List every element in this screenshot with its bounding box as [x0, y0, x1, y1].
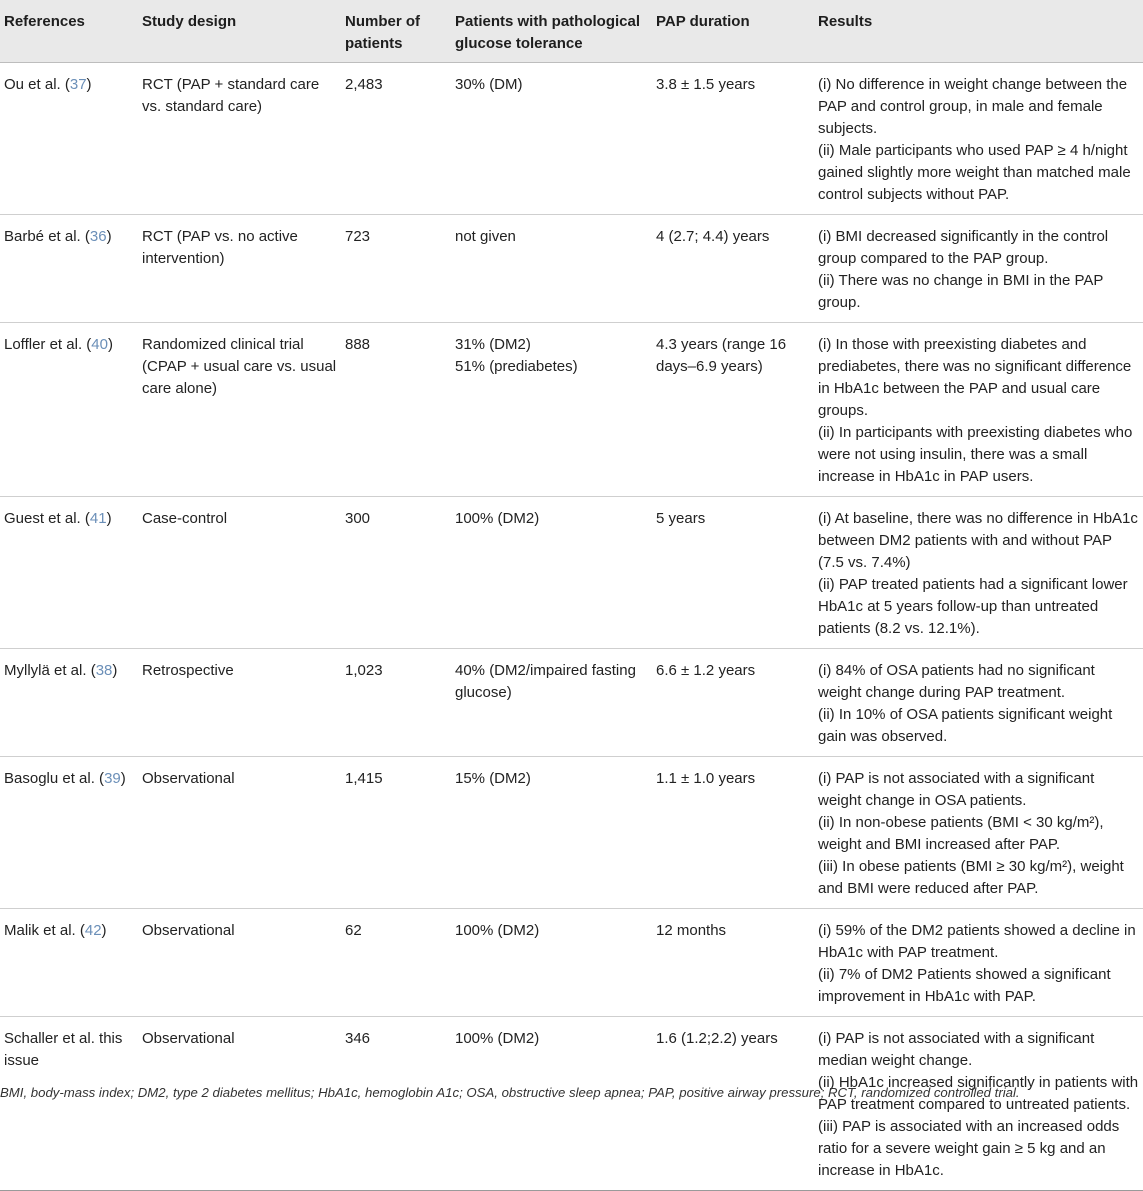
result-item: (ii) Male participants who used PAP ≥ 4 h/night gained slightly more weight than matched male control subjects without PAP.: [818, 142, 1131, 203]
cell-pap-duration: 1.6 (1.2;2.2) years: [652, 1017, 814, 1191]
table-footnote: BMI, body-mass index; DM2, type 2 diabetes mellitus; HbA1c, hemoglobin A1c; OSA, obstructive sleep apnea; PAP, positive airway pressure; RCT, randomized controlled trial.: [0, 1085, 1020, 1100]
cell-study-design: RCT (PAP vs. no active intervention): [138, 215, 341, 323]
reference-author: Myllylä et al. (: [4, 662, 96, 679]
header-glucose-tolerance: Patients with pathological glucose tolerance: [451, 0, 652, 63]
cell-study-design: Case-control: [138, 497, 341, 649]
cell-results: [814, 649, 1143, 757]
cell-pap-duration: 6.6 ± 1.2 years: [652, 649, 814, 757]
reference-close-paren: ): [120, 770, 126, 787]
header-row: [0, 0, 1143, 63]
cell-number-of-patients: 346: [341, 1017, 451, 1191]
cell-pap-duration: 4 (2.7; 4.4) years: [652, 215, 814, 323]
cell-glucose-tolerance: 30% (DM): [451, 63, 652, 215]
table-row: [0, 323, 1143, 497]
cell-results: [814, 909, 1143, 1017]
cell-number-of-patients: 300: [341, 497, 451, 649]
cell-glucose-tolerance: 31% (DM2) 51% (prediabetes): [451, 323, 652, 497]
cell-study-design: Observational: [138, 1017, 341, 1191]
result-item: (ii) In 10% of OSA patients significant weight gain was observed.: [818, 706, 1113, 745]
reference-close-paren: ): [106, 510, 112, 527]
table-row: [0, 1017, 1143, 1191]
result-item: (i) 59% of the DM2 patients showed a decline in HbA1c with PAP treatment.: [818, 922, 1136, 961]
cell-reference: [0, 497, 138, 649]
reference-link[interactable]: 41: [89, 510, 107, 527]
reference-close-paren: ): [101, 922, 107, 939]
cell-reference: [0, 1017, 138, 1191]
cell-results: [814, 63, 1143, 215]
cell-study-design: RCT (PAP + standard care vs. standard care): [138, 63, 341, 215]
reference-link[interactable]: 40: [91, 336, 108, 353]
cell-glucose-tolerance: 15% (DM2): [451, 757, 652, 909]
table-row: [0, 63, 1143, 215]
cell-reference: [0, 63, 138, 215]
header-number-of-patients: Number of patients: [341, 0, 451, 63]
cell-glucose-tolerance: 100% (DM2): [451, 1017, 652, 1191]
reference-link[interactable]: 37: [69, 76, 87, 93]
header-results: Results: [814, 0, 1143, 63]
reference-link[interactable]: 39: [104, 770, 121, 787]
result-item: (i) In those with preexisting diabetes and prediabetes, there was no significant difference in HbA1c between the PAP and usual care groups.: [818, 336, 1132, 419]
cell-glucose-tolerance: not given: [451, 215, 652, 323]
cell-reference: [0, 215, 138, 323]
result-item: (i) PAP is not associated with a significant weight change in OSA patients.: [818, 770, 1095, 809]
cell-reference: [0, 649, 138, 757]
reference-author: Loffler et al. (: [4, 336, 92, 353]
header-references: References: [0, 0, 138, 63]
cell-results: [814, 215, 1143, 323]
reference-close-paren: ): [107, 336, 113, 353]
result-item: (iii) PAP is associated with an increased odds ratio for a severe weight gain ≥ 5 kg and an increase in HbA1c.: [818, 1118, 1120, 1179]
reference-close-paren: ): [106, 228, 112, 245]
result-item: (i) BMI decreased significantly in the control group compared to the PAP group.: [818, 228, 1109, 267]
cell-glucose-tolerance: 40% (DM2/impaired fasting glucose): [451, 649, 652, 757]
header-pap-duration: PAP duration: [652, 0, 814, 63]
cell-number-of-patients: 1,415: [341, 757, 451, 909]
result-item: (iii) In obese patients (BMI ≥ 30 kg/m²), weight and BMI were reduced after PAP.: [818, 858, 1124, 897]
table-row: [0, 215, 1143, 323]
result-item: (ii) In non-obese patients (BMI < 30 kg/m²), weight and BMI increased after PAP.: [818, 814, 1104, 853]
result-item: (ii) 7% of DM2 Patients showed a significant improvement in HbA1c with PAP.: [818, 966, 1111, 1005]
reference-author: Schaller et al. this issue: [4, 1030, 123, 1069]
reference-author: Barbé et al. (: [4, 228, 90, 245]
table-row: [0, 649, 1143, 757]
cell-number-of-patients: 723: [341, 215, 451, 323]
table-body: [0, 63, 1143, 1191]
reference-author: Guest et al. (: [4, 510, 90, 527]
table-header: [0, 0, 1143, 63]
reference-close-paren: ): [86, 76, 92, 93]
result-item: (ii) There was no change in BMI in the PAP group.: [818, 272, 1104, 311]
result-item: (ii) HbA1c increased significantly in patients with PAP treatment compared to untreated patients.: [818, 1074, 1139, 1113]
cell-reference: [0, 757, 138, 909]
cell-study-design: Observational: [138, 909, 341, 1017]
cell-pap-duration: 4.3 years (range 16 days–6.9 years): [652, 323, 814, 497]
reference-author: Basoglu et al. (: [4, 770, 105, 787]
cell-pap-duration: 5 years: [652, 497, 814, 649]
cell-number-of-patients: 2,483: [341, 63, 451, 215]
cell-results: [814, 757, 1143, 909]
cell-glucose-tolerance: 100% (DM2): [451, 909, 652, 1017]
reference-link[interactable]: 36: [89, 228, 107, 245]
cell-reference: [0, 323, 138, 497]
table-row: [0, 497, 1143, 649]
result-item: (i) No difference in weight change between the PAP and control group, in male and female subjects.: [818, 76, 1128, 137]
cell-number-of-patients: 888: [341, 323, 451, 497]
cell-glucose-tolerance: 100% (DM2): [451, 497, 652, 649]
reference-author: Malik et al. (: [4, 922, 85, 939]
table-row: [0, 757, 1143, 909]
cell-pap-duration: 1.1 ± 1.0 years: [652, 757, 814, 909]
cell-pap-duration: 3.8 ± 1.5 years: [652, 63, 814, 215]
cell-study-design: Randomized clinical trial (CPAP + usual care vs. usual care alone): [138, 323, 341, 497]
reference-close-paren: ): [112, 662, 118, 679]
reference-link[interactable]: 38: [95, 662, 113, 679]
result-item: (i) PAP is not associated with a significant median weight change.: [818, 1030, 1095, 1069]
cell-study-design: Observational: [138, 757, 341, 909]
reference-link[interactable]: 42: [84, 922, 102, 939]
result-item: (i) 84% of OSA patients had no significant weight change during PAP treatment.: [818, 662, 1095, 701]
cell-reference: [0, 909, 138, 1017]
cell-study-design: Retrospective: [138, 649, 341, 757]
cell-pap-duration: 12 months: [652, 909, 814, 1017]
result-item: (ii) In participants with preexisting diabetes who were not using insulin, there was a small increase in HbA1c in PAP users.: [818, 424, 1133, 485]
reference-author: Ou et al. (: [4, 76, 70, 93]
cell-results: [814, 323, 1143, 497]
table-row: [0, 909, 1143, 1017]
cell-results: [814, 497, 1143, 649]
result-item: (i) At baseline, there was no difference in HbA1c between DM2 patients with and without PAP (7.5 vs. 7.4%): [818, 510, 1138, 571]
cell-number-of-patients: 62: [341, 909, 451, 1017]
result-item: (ii) PAP treated patients had a significant lower HbA1c at 5 years follow-up than untreated patients (8.2 vs. 12.1%).: [818, 576, 1128, 637]
header-study-design: Study design: [138, 0, 341, 63]
cell-number-of-patients: 1,023: [341, 649, 451, 757]
cell-results: [814, 1017, 1143, 1191]
